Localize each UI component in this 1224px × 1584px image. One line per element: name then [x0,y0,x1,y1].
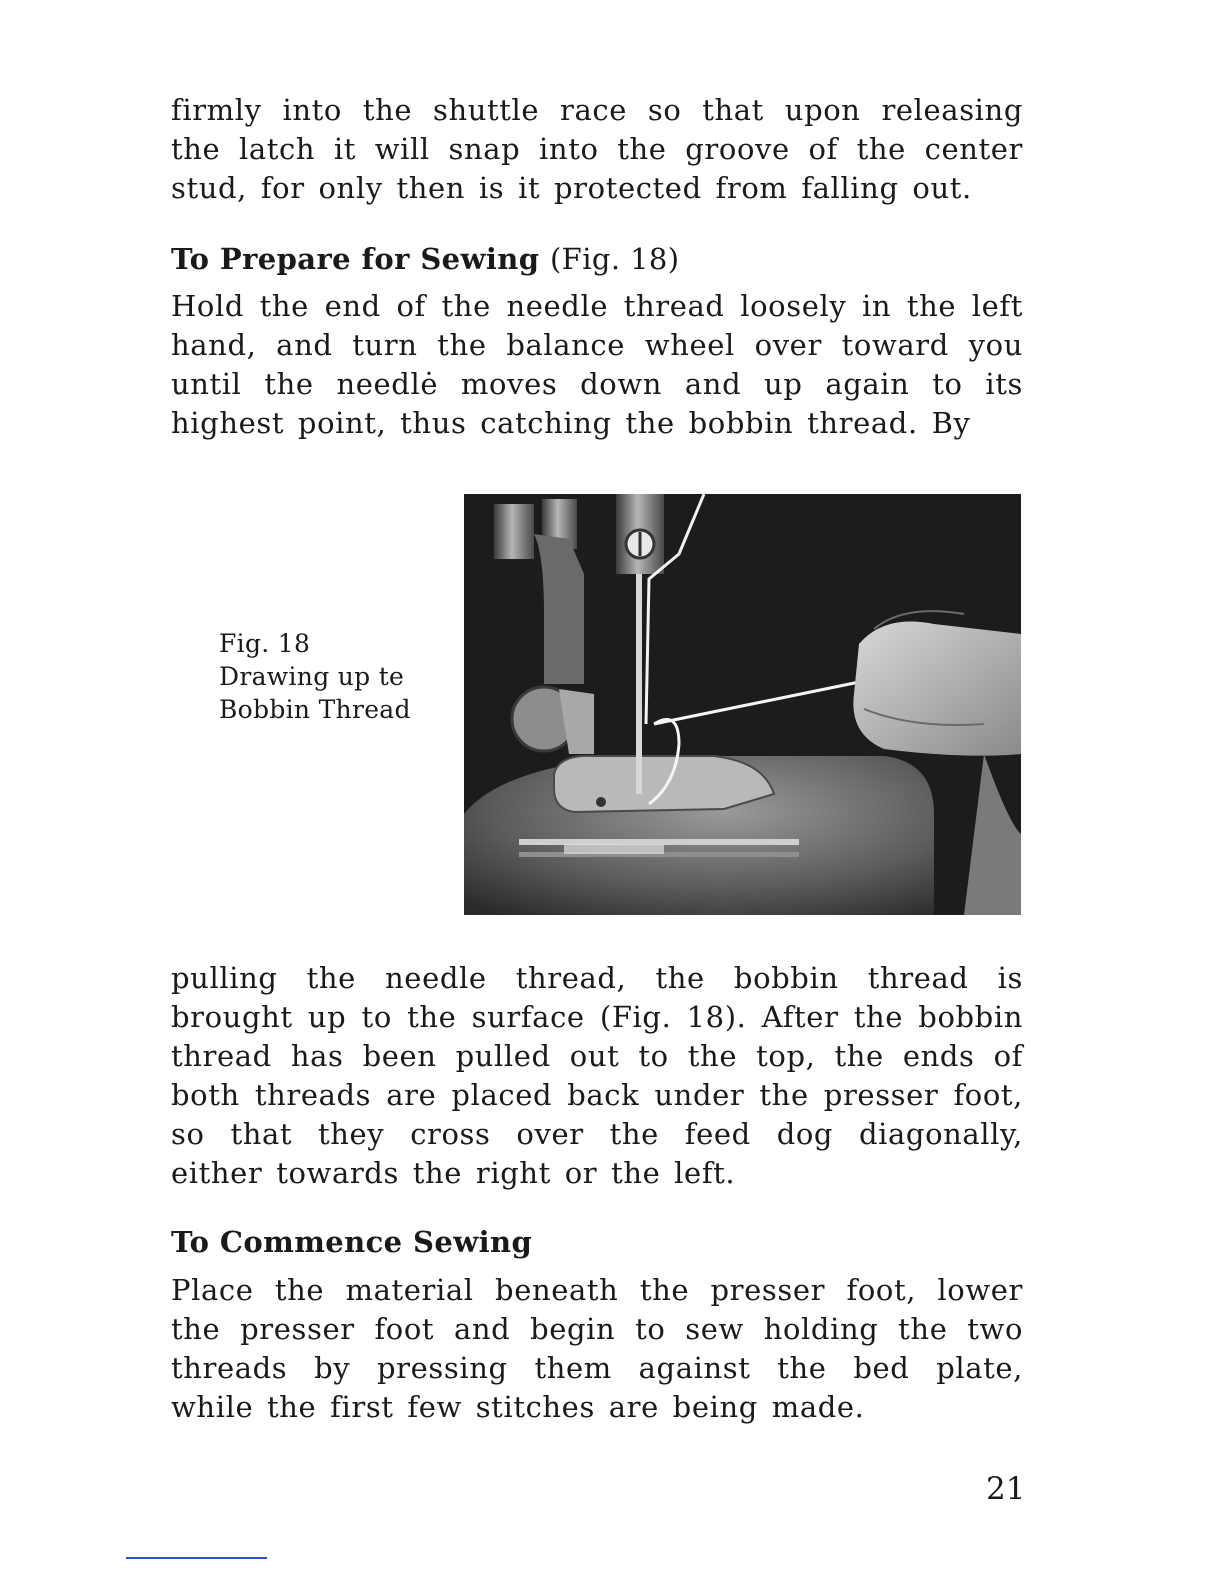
continued-paragraph: pulling the needle thread, the bobbin thread is brought up to the surface (Fig. 18). After the bobbin thread has been pulled out to the top, the ends of both threads are placed back under the presser foot, so that they cross over the feed dog diagonally, either towards the right or the left. [171,961,1023,1190]
figure-caption [219,627,429,726]
heading-commence-text: To Commence Sewing [171,1225,533,1259]
page-number: 21 [986,1471,1026,1507]
feed-dog [564,844,664,854]
presser-foot [554,756,774,812]
section-heading-commence [171,1223,532,1262]
figure-caption-line-1: Drawing up te [219,662,405,691]
hand [853,622,1021,756]
prepare-paragraph: Hold the end of the needle thread loosely in the left hand, and turn the balance wheel over toward you until the needlė moves down and up again to its highest point, thus catching the bobbin thread. By [171,289,1023,440]
needle [636,574,642,794]
presser-foot-illustration [464,494,1021,915]
heading-prepare-figure-ref: (Fig. 18) [549,242,680,276]
heading-prepare-text: To Prepare for Sewing [171,242,540,276]
section-heading-prepare [171,240,679,279]
figure-label: Fig. 18 [219,629,311,658]
intro-paragraph: firmly into the shuttle race so that upon releasing the latch it will snap into the groove of the center stud, for only then is it protected from falling out. [171,93,1023,205]
footer-rule [126,1557,267,1559]
figure-caption-line-2: Bobbin Thread [219,695,411,724]
commence-paragraph: Place the material beneath the presser foot, lower the presser foot and begin to sew holding the two threads by pressing them against the bed plate, while the first few stitches are being made. [171,1273,1023,1424]
sewing-machine-photo [464,494,1021,915]
presser-bar [494,504,534,559]
